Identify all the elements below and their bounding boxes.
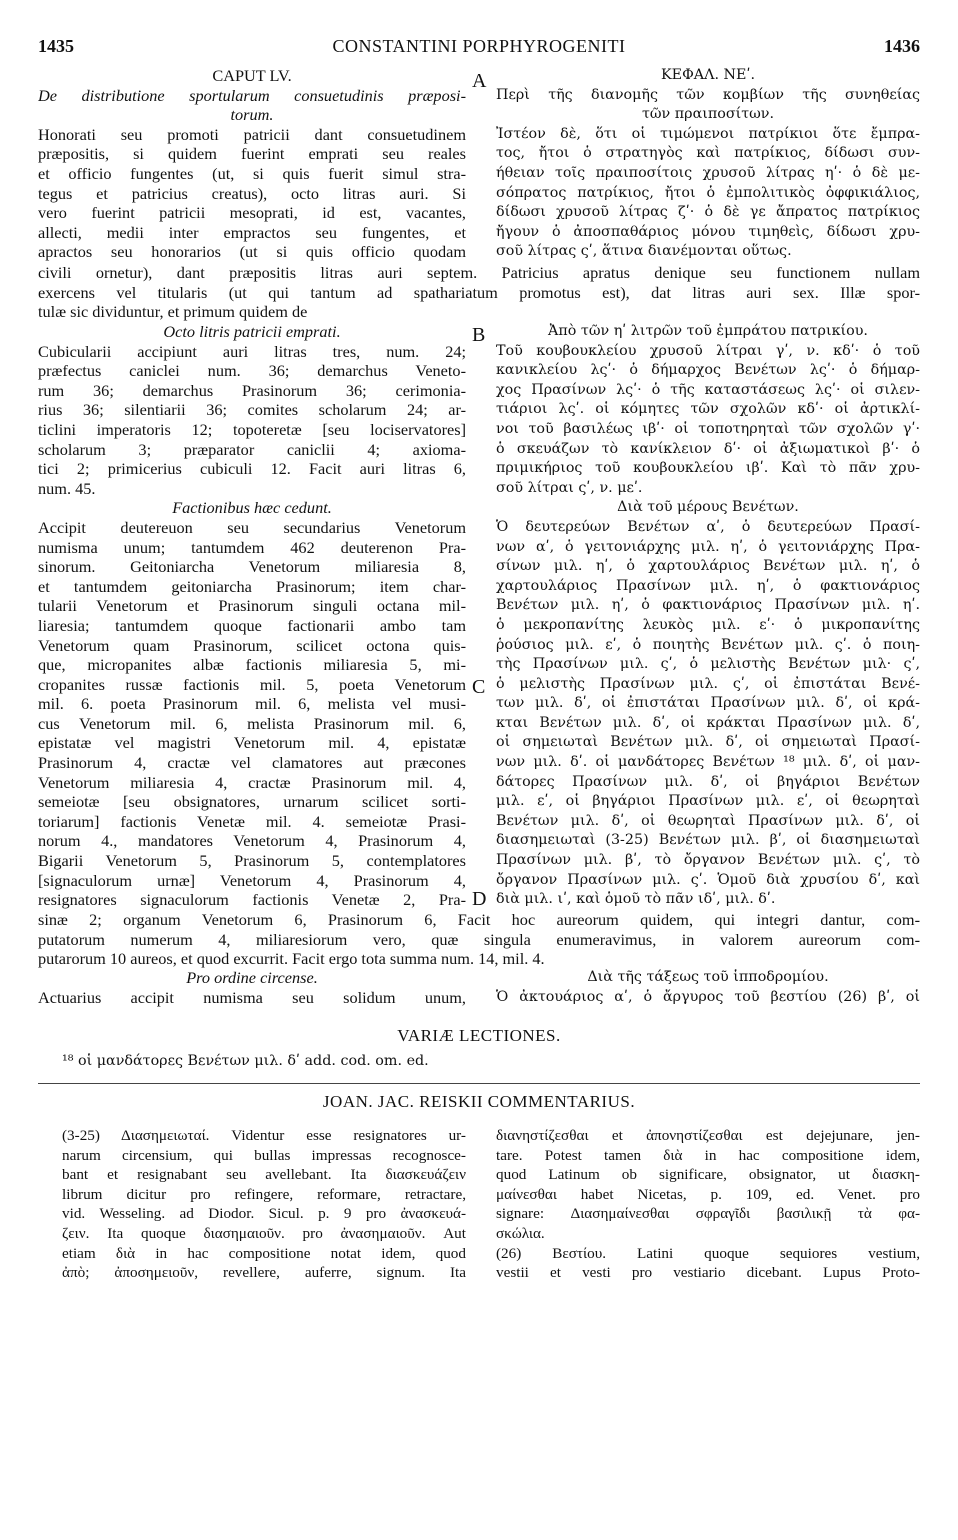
text-line: que, micropanites albæ factionis miliaresia 5, mi- <box>38 655 466 675</box>
latin-column-top <box>38 66 466 262</box>
text-line: tare. Potest tamen διὰ in hac compositione idem, <box>496 1146 920 1164</box>
text-line: Cubicularii accipiunt auri litras tres, num. 24; <box>38 341 466 361</box>
text-line: σοῦ λίτρας ςʹ, ἅτινα διανέμονται οὕτως. <box>496 243 792 260</box>
text-line: τῶν πραιποσίτων. <box>641 106 775 123</box>
text-line: putatorum numerum 4, miliaresiorum vero, quæ singula enumeravimus, in valorem aureorum com- <box>38 929 920 949</box>
text-line: putarorum 10 aureos, et quod excurrit. Facit ergo tota summa num. 14, mil. 4. <box>38 949 545 969</box>
text-line: mil. 6. poeta Prasinorum mil. 6, melista vel musi- <box>38 694 466 714</box>
text-line: vestii et vesti pro vestiario dicebant. Lupus Proto- <box>496 1264 920 1282</box>
text-line: πριμικήριος τοῦ κουβουκλείου ιβʹ. Καὶ τὸ πᾶν χρυ- <box>496 460 920 477</box>
text-line: narum circensium, qui bullas impressas recognosce- <box>62 1146 466 1164</box>
text-line: bant et resignabant seu avellebant. Ita διασκευάζειν <box>62 1166 466 1184</box>
margin-marker-d: D <box>472 888 487 910</box>
text-line: Accipit deutereuon seu secundarius Venetorum <box>38 517 466 537</box>
text-line: Πρασίνων μιλ. βʹ, τὸ ὄργανον Βενέτων μιλ. ςʹ, τὸ <box>496 852 920 869</box>
text-line: σοῦ λίτραι ςʹ, ν. μεʹ. <box>496 479 643 496</box>
text-line: διασημειωταὶ (3-25) Βενέτων μιλ. βʹ, οἱ διασημειωταὶ <box>496 832 920 849</box>
text-line: ἀπὸ; ἀποσημειοῦν, revellere, auferre, signum. Ita <box>62 1264 466 1282</box>
text-line: Prasinorum 4, cractæ vel clamatores aut præcones <box>38 753 466 773</box>
text-line: cus Venetorum mil. 6, melista Prasinorum mil. 6, <box>38 713 466 733</box>
latin-column-bottom <box>38 968 466 1007</box>
text-line: scholarum 3; præparator caniclii 4; axioma- <box>38 439 466 459</box>
page-number-left: 1435 <box>38 36 74 56</box>
text-line: Τοῦ κουβουκλείου χρυσοῦ λίτραι γʹ, ν. κδʹ· ὁ τοῦ <box>496 342 920 359</box>
text-line: rius 36; silentiarii 36; comites scholarum 24; ar- <box>38 400 466 420</box>
text-line: ἤγουν ὁ ἀποσπαθάριος μόνου τιμηθεὶς, δίδωσι χρυ- <box>496 223 920 240</box>
text-line: etiam διὰ in hac compositione notat idem, quod <box>62 1244 466 1262</box>
variae-lectiones-note: ¹⁸ οἱ μανδάτορες Βενέτων μιλ. δʹ add. cod. om. ed. <box>62 1053 429 1069</box>
text-line: ticlini imperatoris 12; topoteretæ [seu lociservatores] <box>38 419 466 439</box>
text-line: διὰ μιλ. ιʹ, καὶ ὁμοῦ τὸ πᾶν ιδʹ, μιλ. δʹ. <box>496 891 776 908</box>
divider-rule <box>38 1083 920 1084</box>
text-line: librum dicitur pro refingere, reformare, retractare, <box>62 1185 466 1203</box>
text-line: οἱ σημειωταὶ Βενέτων μιλ. δʹ, οἱ σημειωταὶ Πρασί- <box>496 734 920 751</box>
full-width-text-1 <box>38 263 920 322</box>
text-line: ὁ μελιστὴς Πρασίνων μιλ. ςʹ, οἱ ἐπιστάται Βενέ- <box>496 675 920 692</box>
text-line: των μιλ. δʹ, οἱ ἐπιστάται Πρασίνων μιλ. δʹ, οἱ κρά- <box>496 695 920 712</box>
commentary-title: JOAN. JAC. REISKII COMMENTARIUS. <box>322 1092 636 1111</box>
text-line: ὄργανον Πρασίνων μιλ. ςʹ. Ὁμοῦ διὰ χρυσίου δʹ, καὶ <box>496 871 920 888</box>
text-line: Βενέτων μιλ. δʹ, οἱ θεωρηταὶ Πρασίνων μιλ. δʹ, οἱ <box>496 812 920 829</box>
full-width-text-2 <box>38 910 920 969</box>
text-line: Ἰστέον δὲ, ὅτι οἱ τιμώμενοι πατρίκιοι ὅτε ἔμπρα- <box>496 125 920 142</box>
latin-column-middle <box>38 322 466 910</box>
text-line: Honorati seu promoti patricii dant consuetudinem <box>38 124 466 144</box>
text-line: σόπρατος πατρίκιος, ἤτοι ὁ ἐμπολιτικὸς ὀφφικιάλιος, <box>496 184 920 201</box>
margin-marker-b: B <box>472 324 486 346</box>
text-line: κανικλείου λςʹ· ὁ δήμαρχος Βενέτων λςʹ· ὁ δήμαρ- <box>496 362 920 379</box>
text-line: exercens vel titularis (ut qui tantum ad spathariatum promotus est), dat litras auri sex. Illæ spor- <box>38 282 920 302</box>
text-line: ῥούσιος μιλ. εʹ, ὁ ποιητὴς Βενέτων μιλ. ςʹ. ὁ ποιη- <box>496 636 920 653</box>
text-line: præpositis, si quidem fuerint emprati seu reales <box>38 144 466 164</box>
text-line: διανηστίζεσθαι et ἀπονηστίζεσθαι est dejejunare, jen- <box>496 1127 920 1144</box>
text-line: Ὁ δευτερεύων Βενέτων αʹ, ὁ δευτερεύων Πρασί- <box>496 518 920 535</box>
text-line: vid. Wesseling. ad Diodor. Sicul. p. 9 pro ἀνασκευά- <box>62 1205 466 1223</box>
text-line: νων αʹ, ὁ γειτονιάρχης μιλ. ηʹ, ὁ γειτονιάρχης Πρα- <box>496 538 920 555</box>
text-line: Bigarii Venetorum 5, Prasinorum 5, contemplatores <box>38 851 466 871</box>
text-line: semeiotæ [seu obsignatores, urnarum scilicet sorti- <box>38 792 466 812</box>
text-line: (3-25) Διασημειωταί. Videntur esse resignatores ur- <box>62 1127 466 1144</box>
text-line: præfectus caniclei num. 36; demarchus Veneto- <box>38 361 466 381</box>
text-line: δάτορες Πρασίνων μιλ. δʹ, οἱ βηγάριοι Βενέτων <box>496 773 920 790</box>
text-line: De distributione sportularum consuetudinis præposi- <box>38 85 466 105</box>
text-line: κται Βενέτων μιλ. δʹ, οἱ κράκται Πρασίνων μιλ. δʹ, <box>496 714 920 731</box>
text-line: Διὰ τῆς τάξεως τοῦ ἱπποδρομίου. <box>587 969 829 985</box>
commentary-right-column <box>496 1126 920 1283</box>
text-line: norum 4., mandatores Venetorum 4, Prasinorum 4, <box>38 831 466 851</box>
text-line: σκώλια. <box>496 1224 545 1242</box>
text-line: (26) Βεστίου. Latini quoque sequiores vestium, <box>496 1244 920 1262</box>
text-line: Περὶ τῆς διανομῆς τῶν κομβίων τῆς συνηθείας <box>496 86 920 103</box>
text-line: Ἀπὸ τῶν ηʹ λιτρῶν τοῦ ἐμπράτου πατρικίου. <box>548 323 868 339</box>
text-line: torum. <box>230 105 274 125</box>
text-line: μαίνεσθαι habet Nicetas, p. 109, ed. Venet. pro <box>496 1185 920 1203</box>
text-line: Venetorum quam Prasinorum, scilicet octona quis- <box>38 635 466 655</box>
variae-lectiones-title: VARIÆ LECTIONES. <box>397 1026 561 1045</box>
running-title: CONSTANTINI PORPHYROGENITI <box>332 36 626 56</box>
running-header <box>38 36 920 60</box>
text-line: civili ornetur), dant præpositis litras auri septem. Patricius apratus denique seu functionem nullam <box>38 263 920 282</box>
text-line: resignatores signaculorum factionis Venetæ 2, Pra- <box>38 890 466 910</box>
text-line: μιλ. εʹ, οἱ βηγάριοι Πρασίνων μιλ. εʹ, οἱ θεωρηταὶ <box>496 793 920 810</box>
text-line: Venetorum miliaresia 4, cractæ Prasinorum mil. 4, <box>38 772 466 792</box>
text-line: sinorum. Geitoniarcha Venetorum miliaresia 8, <box>38 557 466 577</box>
text-line: tularii Venetorum et Prasinorum singuli octana mil- <box>38 596 466 616</box>
text-line: τος, ἤτοι ὁ στρατηγὸς καὶ πατρίκιος, δίδωσι συν- <box>496 145 920 162</box>
text-line: et tantumdem geitoniarcha Prasinorum; item char- <box>38 576 466 596</box>
text-line: cropanites russæ factionis mil. 5, poeta Venetorum <box>38 674 466 694</box>
page-number-right: 1436 <box>884 36 920 56</box>
text-line: χος Πρασίνων λςʹ· ὁ τῆς καταστάσεως λςʹ· οἱ σιλεν- <box>496 381 920 398</box>
text-line: signare: Διασημαίνεσθαι σφραγῖδι βασιλικῇ τὰ φα- <box>496 1205 920 1223</box>
text-line: vero fuerint patricii mesoprati, id est, vacantes, <box>38 203 466 223</box>
text-line: liaresia; tantumdem quoque factionarii ambo tam <box>38 615 466 635</box>
text-line: num. 45. <box>38 478 96 498</box>
text-line: quod Latinum ob significare, obsignator, ut διασκη- <box>496 1166 920 1184</box>
text-line: Octo litris patricii emprati. <box>163 322 341 341</box>
text-line: ὁ μεκροπανίτης λευκὸς μιλ. εʹ· ὁ μικροπανίτης <box>496 616 920 633</box>
text-line: rum 36; demarchus Prasinorum 36; cerimonia- <box>38 380 466 400</box>
margin-marker-c: C <box>472 676 486 698</box>
text-line: tegus et patricius creatus), octo litras auri. Si <box>38 183 466 203</box>
text-line: ήθειαν τοῖς πραιποσίτοις χρυσοῦ λίτρας ηʹ· ὁ δὲ με- <box>496 164 920 181</box>
text-line: ὁ σκευάζων τὸ κανίκλειον δʹ· οἱ ἀξιωματικοὶ βʹ· ὁ <box>496 440 920 457</box>
text-line: CAPUT LV. <box>212 66 292 85</box>
text-line: τὴς Πρασίνων μιλ. ςʹ, ὁ μελιστὴς Βενέτων μιλ· ςʹ, <box>496 656 920 673</box>
text-line: numisma unum; tantumdem 462 deuterenon Pra- <box>38 537 466 557</box>
text-line: et officio fungentes (ut, si quis fuerit simul stra- <box>38 163 466 183</box>
greek-column-bottom <box>496 968 920 1007</box>
text-line: tici 2; primicerius cubiculi 12. Facit auri litras 6, <box>38 459 466 479</box>
text-line: [signaculorum urnæ] Venetorum 4, Prasinorum 4, <box>38 870 466 890</box>
text-line: apractos seu honorarios (ut si quis officio quodam <box>38 242 466 262</box>
text-line: ΚΕΦΑΛ. ΝΕʹ. <box>660 67 756 83</box>
text-line: χαρτουλάριος Πρασίνων μιλ. ηʹ, ὁ φακτιονάριος <box>496 577 920 594</box>
text-line: Actuarius accipit numisma seu solidum unum, <box>38 987 466 1007</box>
text-line: Διὰ τοῦ μέρους Βενέτων. <box>617 499 799 516</box>
margin-marker-a: A <box>472 70 487 92</box>
text-line: δίδωσι χρυσοῦ λίτρας ζʹ· ὁ δὲ γε ἄπρατος πατρίκιος <box>496 204 920 221</box>
text-line: Ὁ ἀκτουάριος αʹ, ὁ ἄργυρος τοῦ βεστίου (26) βʹ, οἱ <box>496 988 920 1005</box>
text-line: allecti, medii inter empractos seu fungentes, et <box>38 222 466 242</box>
commentary-left-column <box>62 1126 466 1283</box>
greek-column-middle <box>496 322 920 910</box>
text-line: τιάριοι λςʹ. οἱ κόμητες τῶν σχολῶν κδʹ· οἱ ἀρτικλί- <box>496 401 920 418</box>
text-line: νων μιλ. δʹ. οἱ μανδάτορες Βενέτων ¹⁸ μιλ. δʹ, οἱ μαν- <box>496 754 920 771</box>
text-line: Βενέτων μιλ. ηʹ, ὁ φακτιονάριος Πρασίνων μιλ. ηʹ. <box>496 597 920 614</box>
text-line: sinæ 2; organum Venetorum 6, Prasinorum 6, Facit hoc aureorum quidem, qui integri dantur, com- <box>38 910 920 929</box>
text-line: ζειν. Ita quoque διασημαιοῦν. pro ἀνασημαιοῦν. Aut <box>62 1224 466 1242</box>
text-line: tulæ sic dividuntur, et primum quidem de <box>38 302 308 322</box>
greek-column-top <box>496 66 920 262</box>
text-line: epistatæ vel magistri Venetorum mil. 4, epistatæ <box>38 733 466 753</box>
text-line: Pro ordine circense. <box>186 968 318 987</box>
text-line: σίνων μιλ. ηʹ, ὁ χαρτουλάριος Βενέτων μιλ. ηʹ, ὁ <box>496 558 920 575</box>
text-line: Factionibus hæc cedunt. <box>172 498 332 518</box>
text-line: νοι τοῦ βασιλέως ιβʹ· οἱ τοποτηρηταὶ τῶν σχολῶν γʹ· <box>496 420 920 437</box>
text-line: toriarum] factionis Venetæ mil. 4. semeiotæ Prasi- <box>38 811 466 831</box>
